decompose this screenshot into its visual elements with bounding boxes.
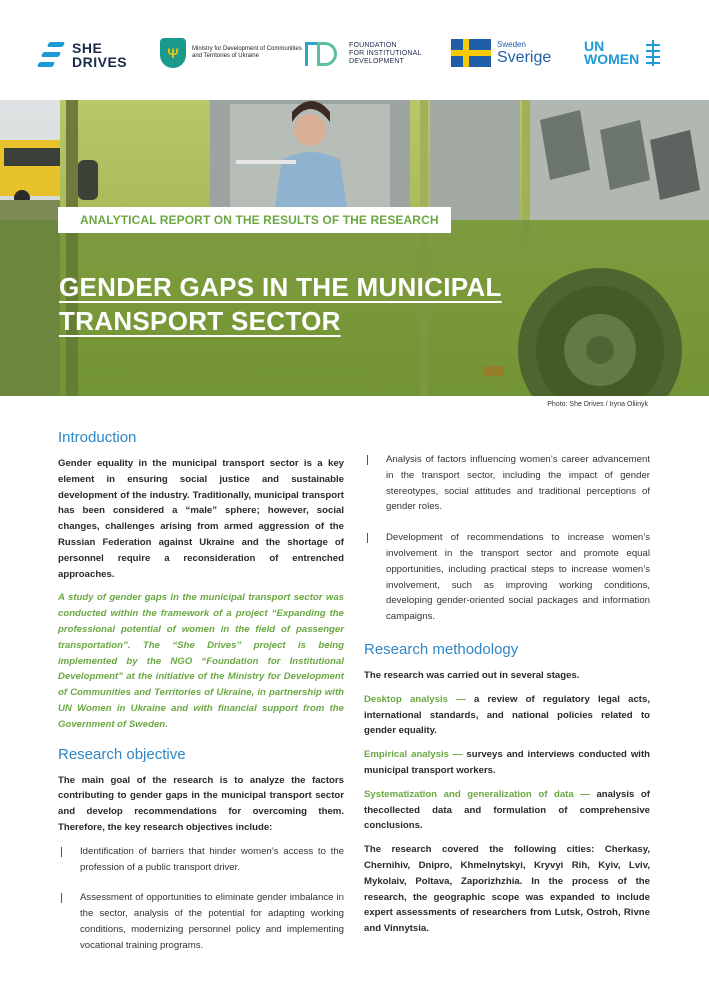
sweden-swedish: Sverige	[497, 49, 552, 66]
stage-name: Empirical analysis —	[364, 749, 463, 761]
objective-list	[58, 844, 344, 954]
research-methodology-heading: Research methodology	[364, 640, 519, 658]
swedish-flag-icon	[451, 39, 491, 67]
left-column	[58, 428, 344, 969]
fid-line-2: FOR INSTITUTIONAL	[349, 50, 422, 57]
un-women-word-1: UN	[584, 38, 605, 54]
objective-list-continued	[364, 452, 650, 625]
report-title-line-2: TRANSPORT SECTOR	[59, 306, 341, 336]
stage-description: surveys and interviews conducted with municipal transport workers.	[364, 749, 650, 776]
stage-description: analysis of thecollected data and formulation of comprehensive conclusions.	[364, 788, 650, 832]
introduction-paragraph: Gender equality in the municipal transport sector is a key element in ensuring social justice and sustainable development of the industry. Traditionally, municipal transport has been considered a “male” sphere; however, social changes, challenges arising from armed aggression of the Russian Federation against Ukraine and the shortage of personnel require a reconsideration of entrenched approaches.	[58, 458, 344, 580]
stage-empirical-analysis	[364, 747, 650, 779]
she-drives-word-1: SHE	[72, 40, 103, 56]
photo-credit: Photo: She Drives / Iryna Oliinyk	[547, 401, 648, 408]
research-objective-heading: Research objective	[58, 745, 186, 763]
partner-logos	[0, 0, 709, 100]
list-item: Analysis of factors influencing women’s career advancement in the transport sector, including the impact of gender stereotypes, social attitudes and traditional perceptions of gender roles.	[364, 452, 650, 515]
hero-banner	[0, 100, 709, 396]
right-column	[364, 452, 650, 945]
fid-line-1: FOUNDATION	[349, 42, 397, 49]
report-tagline: ANALYTICAL REPORT ON THE RESULTS OF THE RESEARCH	[58, 207, 451, 233]
report-title	[59, 270, 619, 338]
fid-mark-icon	[303, 40, 341, 68]
sweden-english: Sweden	[497, 40, 526, 49]
project-context-paragraph: A study of gender gaps in the municipal transport sector was conducted within the framework of a project “Expanding the professional potential of women in the field of passenger transportation”. The “She Drives” project is being implemented by the NGO “Foundation for Institutional Development” at the initiative of the Ministry for Development of Communities and Territories of Ukraine, in partnership with UN Women in Ukraine and with financial support from the Government of Sweden.	[58, 592, 344, 730]
she-drives-word-2: DRIVES	[72, 54, 128, 70]
she-drives-logo	[36, 41, 127, 69]
research-objective-paragraph: The main goal of the research is to analyze the factors contributing to gender gaps in the municipal transport sector and develop recommendations for overcoming them. Therefore, the key research objectives include:	[58, 774, 344, 833]
un-women-symbol-icon	[643, 40, 663, 66]
stage-name: Desktop analysis —	[364, 693, 466, 705]
sweden-logo	[451, 39, 551, 67]
fid-line-3: DEVELOPMENT	[349, 58, 405, 65]
ministry-name: Ministry for Development of Communities and Territories of Ukraine	[192, 46, 302, 59]
methodology-intro: The research was carried out in several stages.	[364, 669, 580, 681]
stage-name: Systematization and generalization of data —	[364, 788, 590, 800]
trident-emblem-icon: Ψ	[160, 38, 186, 68]
list-item: Identification of barriers that hinder women’s access to the profession of a public transport driver.	[58, 844, 344, 876]
report-title-line-1: GENDER GAPS IN THE MUNICIPAL	[59, 272, 502, 302]
fid-logo	[303, 40, 429, 68]
stage-description: a review of regulatory legal acts, international standards, and national policies related to gender equality.	[364, 693, 650, 737]
stage-systematization	[364, 787, 650, 834]
she-drives-mark-icon	[36, 41, 68, 69]
ministry-logo	[160, 38, 304, 68]
un-women-logo	[584, 40, 663, 66]
cities-paragraph: The research covered the following cities: Cherkasy, Chernihiv, Dnipro, Khmelnytskyi, Kryvyi Rih, Kyiv, Lviv, Mykolaiv, Poltava, Zaporizhzhia. In the process of the research, the geographic scope was expanded to include expert assessments of researchers from Lutsk, Ostroh, Rivne and Vinnytsia.	[364, 844, 650, 935]
un-women-word-2: WOMEN	[584, 51, 640, 67]
introduction-heading: Introduction	[58, 429, 137, 446]
stage-desktop-analysis	[364, 692, 650, 739]
list-item: Development of recommendations to increase women’s involvement in the transport sector and promote equal opportunities, including practical steps to increase women’s involvement, such as improving working conditions, developing gender-oriented social packages and information campaigns.	[364, 530, 650, 625]
list-item: Assessment of opportunities to eliminate gender imbalance in the sector, analysis of the potential for adapting working conditions, modernizing personnel policy and implementing vocational training programs.	[58, 890, 344, 953]
